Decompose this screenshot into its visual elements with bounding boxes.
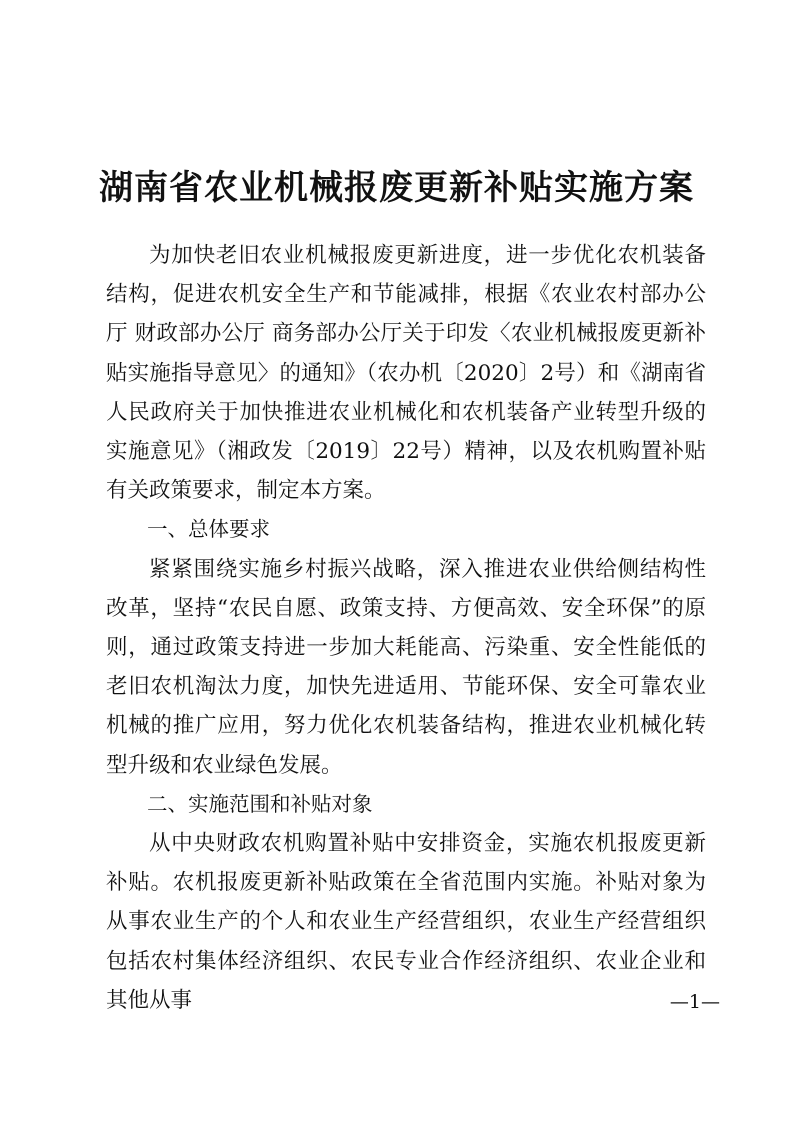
document-title: 湖南省农业机械报废更新补贴实施方案 bbox=[99, 167, 694, 208]
intro-paragraph: 为加快老旧农业机械报废更新进度，进一步优化农机装备结构，促进农机安全生产和节能减排，根据《农业农村部办公厅 财政部办公厅 商务部办公厅关于印发〈农业机械报废更新补贴实施指导意见〉的通知》（农办机〔2020〕2号）和《湖南省人民政府关于加快推进农业机械化和农机装备产业转型升级的实施意见》（湘政发〔2019〕22号）精神，以及农机购置补贴有关政策要求，制定本方案。 bbox=[106, 243, 706, 504]
document-body bbox=[106, 236, 706, 1020]
section-heading-scope-and-recipients: 二、实施范围和补贴对象 bbox=[147, 791, 373, 816]
page-number: —1— bbox=[669, 991, 720, 1013]
section-paragraph-general-requirements: 紧紧围绕实施乡村振兴战略，深入推进农业供给侧结构性改革，坚持“农民自愿、政策支持、方便高效、安全环保”的原则，通过政策支持进一步加大耗能高、污染重、安全性能低的老旧农机淘汰力度，加快先进适用、节能环保、安全可靠农业机械的推广应用，努力优化农机装备结构，推进农业机械化转型升级和农业绿色发展。 bbox=[106, 556, 706, 778]
section-heading-general-requirements: 一、总体要求 bbox=[147, 517, 270, 542]
section-paragraph-scope-and-recipients: 从中央财政农机购置补贴中安排资金，实施农机报废更新补贴。农机报废更新补贴政策在全省范围内实施。补贴对象为从事农业生产的个人和农业生产经营组织，农业生产经营组织包括农村集体经济组织、农民专业合作经济组织、农业企业和其他从事 bbox=[106, 831, 706, 1013]
